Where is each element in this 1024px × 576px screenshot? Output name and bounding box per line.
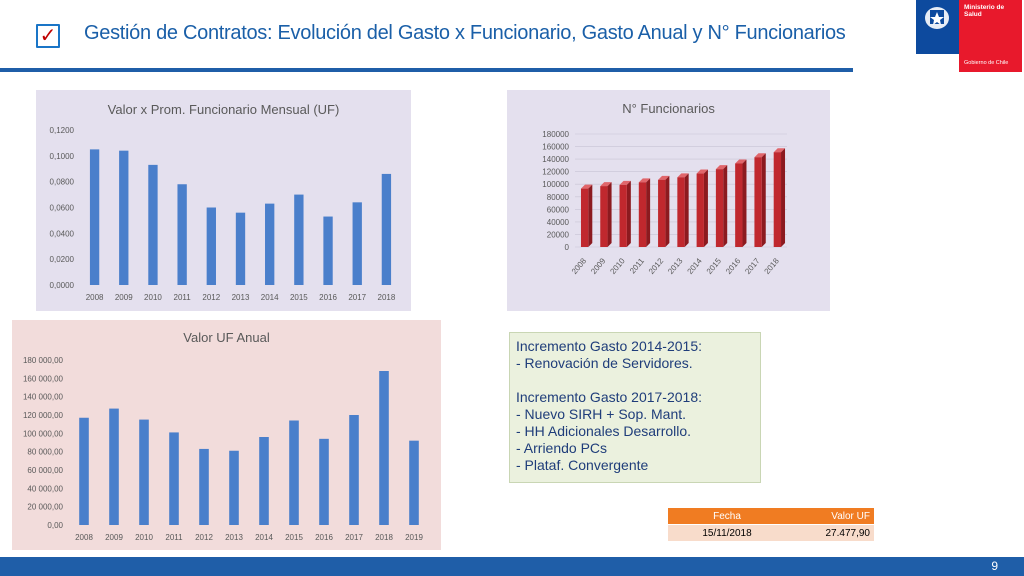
y-tick-label: 40000 [546, 217, 569, 227]
bar [353, 202, 362, 285]
y-tick-label: 120 000,00 [22, 411, 63, 420]
x-tick-label: 2014 [685, 256, 704, 276]
bar [349, 415, 359, 525]
table-row [668, 525, 874, 542]
bar-side [608, 182, 612, 247]
bar-side [781, 148, 785, 247]
x-tick-label: 2015 [285, 533, 303, 542]
x-tick-label: 2013 [666, 256, 685, 276]
x-tick-label: 2013 [231, 293, 250, 302]
bar [148, 165, 157, 285]
chart-valor-uf-anual [12, 320, 441, 550]
y-tick-label: 160000 [542, 142, 569, 152]
x-tick-label: 2016 [319, 293, 337, 302]
y-tick-label: 0,0200 [49, 255, 74, 265]
chart-valor-funcionario [36, 90, 411, 311]
bar [658, 180, 665, 247]
x-tick-label: 2018 [375, 533, 393, 542]
notes-box [509, 332, 761, 483]
bar-side [723, 165, 727, 247]
bar [90, 149, 99, 285]
title-rule [0, 68, 853, 72]
note-line-2: - Nuevo SIRH + Sop. Mant. [516, 406, 687, 422]
y-tick-label: 80 000,00 [27, 447, 63, 457]
uf-table-col-fecha: Fecha [668, 508, 786, 525]
note-heading-2: Incremento Gasto 2017-2018: [516, 389, 703, 405]
bar [229, 451, 239, 525]
bar [119, 151, 128, 285]
x-tick-label: 2016 [724, 256, 743, 276]
chart-title: Valor x Prom. Funcionario Mensual (UF) [107, 102, 340, 117]
x-tick-label: 2017 [348, 293, 367, 302]
bar [207, 208, 216, 286]
uf-table-date: 15/11/2018 [668, 525, 786, 542]
bar [774, 152, 781, 247]
y-tick-label: 100 000,00 [22, 429, 63, 439]
page-number: 9 [991, 559, 998, 573]
y-tick-label: 140000 [542, 155, 569, 165]
y-tick-label: 0,1200 [49, 126, 74, 135]
y-tick-label: 160 000,00 [22, 374, 63, 384]
bar [639, 182, 646, 247]
bar [177, 184, 186, 285]
x-tick-label: 2009 [105, 533, 123, 542]
bar [294, 195, 303, 285]
y-tick-label: 0,1000 [49, 151, 74, 161]
bar [319, 439, 329, 525]
bar-side [704, 170, 708, 247]
bar [716, 169, 723, 247]
note-line-1: - Renovación de Servidores. [516, 355, 693, 371]
note-line-5: - Plataf. Convergente [516, 457, 649, 473]
x-tick-label: 2008 [85, 293, 104, 302]
bar [620, 185, 627, 247]
x-tick-label: 2012 [195, 533, 213, 542]
ministry-logo [916, 0, 1022, 72]
chart-title: Valor UF Anual [183, 330, 270, 345]
bar-side [762, 153, 766, 247]
y-tick-label: 0,0000 [49, 281, 74, 290]
bar-side [685, 173, 689, 247]
chart-n-funcionarios [507, 90, 830, 311]
y-tick-label: 140 000,00 [22, 392, 63, 402]
x-tick-label: 2010 [608, 256, 627, 276]
note-line-4: - Arriendo PCs [516, 440, 608, 456]
y-tick-label: 20 000,00 [27, 502, 63, 512]
x-tick-label: 2011 [173, 293, 191, 302]
slide-title: Gestión de Contratos: Evolución del Gasto x Funcionario, Gasto Anual y N° Funcionarios [84, 22, 846, 44]
y-tick-label: 60000 [546, 205, 569, 215]
bar [169, 432, 179, 525]
x-tick-label: 2010 [135, 533, 153, 542]
bar [581, 189, 588, 247]
coat-of-arms-icon [916, 0, 959, 54]
bar-side [646, 178, 650, 247]
bar [139, 420, 149, 525]
x-tick-label: 2014 [255, 533, 273, 542]
chart-valor-funcionario-svg [36, 90, 411, 311]
y-tick-label: 120000 [542, 167, 569, 177]
uf-table-col-valor: Valor UF [786, 508, 874, 525]
bar-side [627, 181, 631, 247]
x-tick-label: 2015 [289, 293, 308, 302]
y-tick-label: 100000 [542, 180, 569, 190]
bar [600, 186, 607, 247]
bar [259, 437, 269, 525]
bar [199, 449, 209, 525]
y-tick-label: 0,0600 [49, 203, 74, 213]
x-tick-label: 2015 [704, 256, 724, 276]
x-tick-label: 2014 [260, 293, 279, 302]
y-tick-label: 0,0400 [49, 229, 74, 239]
y-tick-label: 0 [564, 243, 569, 252]
x-tick-label: 2010 [144, 293, 162, 302]
y-tick-label: 80000 [546, 192, 569, 202]
x-tick-label: 2009 [114, 293, 133, 302]
bar-side [665, 176, 669, 247]
uf-table-header [668, 508, 874, 525]
chart-valor-uf-anual-svg [12, 320, 441, 550]
bar-side [588, 185, 592, 247]
x-tick-label: 2017 [743, 256, 762, 276]
x-tick-label: 2008 [569, 256, 589, 276]
logo-white-bar [916, 54, 959, 72]
x-tick-label: 2011 [628, 256, 646, 276]
logo-ministry-text: Ministerio de Salud [964, 4, 1005, 18]
y-tick-label: 180000 [542, 130, 569, 139]
x-tick-label: 2019 [405, 533, 423, 542]
logo-government-text: Gobierno de Chile [964, 60, 1009, 66]
y-tick-label: 60 000,00 [27, 466, 63, 475]
bar [754, 157, 761, 247]
y-tick-label: 0,0800 [49, 177, 74, 187]
x-tick-label: 2016 [315, 533, 333, 542]
x-tick-label: 2011 [165, 533, 183, 542]
bar [379, 371, 389, 525]
bar [677, 177, 684, 247]
uf-table-value: 27.477,90 [786, 525, 874, 542]
chart-title: N° Funcionarios [622, 101, 715, 116]
uf-value-table [668, 508, 874, 541]
y-tick-label: 40 000,00 [27, 484, 63, 494]
chart-n-funcionarios-svg [507, 90, 830, 311]
note-heading-1: Incremento Gasto 2014-2015: [516, 338, 703, 354]
bar [265, 204, 274, 285]
bar [409, 441, 419, 525]
footer-bar [0, 557, 1024, 576]
bar [109, 409, 119, 525]
bar [382, 174, 391, 285]
x-tick-label: 2018 [377, 293, 396, 302]
y-tick-label: 180 000,00 [22, 356, 63, 365]
bar [697, 174, 704, 247]
bar-side [742, 160, 746, 247]
x-tick-label: 2012 [646, 256, 666, 276]
x-tick-label: 2017 [345, 533, 363, 542]
bar [289, 421, 299, 526]
x-tick-label: 2012 [202, 293, 221, 302]
bar [79, 418, 89, 525]
x-tick-label: 2009 [589, 256, 608, 276]
note-line-3: - HH Adicionales Desarrollo. [516, 423, 692, 439]
bar [735, 164, 742, 247]
header [0, 0, 900, 76]
y-tick-label: 20000 [546, 230, 569, 240]
x-tick-label: 2013 [225, 533, 243, 542]
y-tick-label: 0,00 [47, 521, 63, 530]
checkbox-icon: ✓ [36, 24, 60, 48]
x-tick-label: 2008 [75, 533, 93, 542]
bar [323, 217, 332, 285]
bar [236, 213, 245, 285]
x-tick-label: 2018 [762, 256, 781, 276]
